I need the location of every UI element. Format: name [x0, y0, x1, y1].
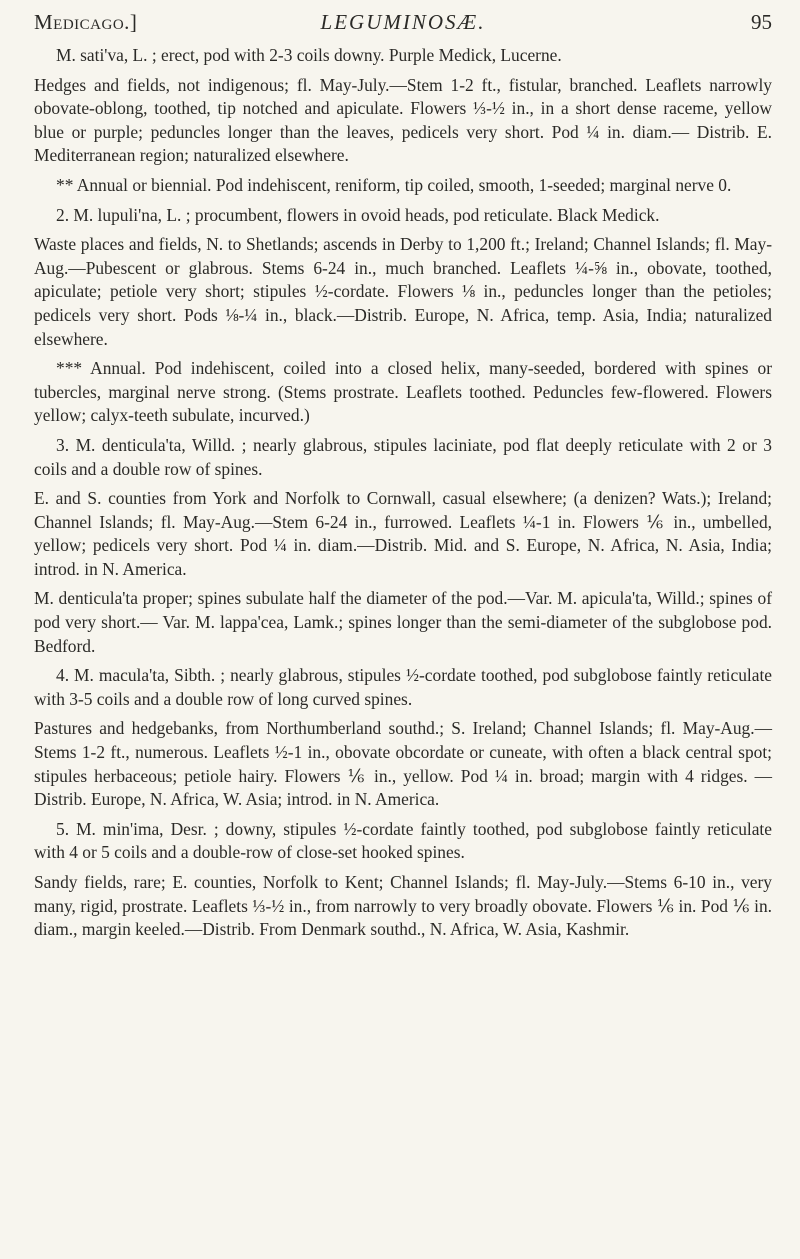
section-note-annual: *** Annual. Pod indehiscent, coiled into a closed helix, many-seeded, bordered with spines or tubercles, marginal nerve strong. (Stems prostrate. Leaflets toothed. Peduncles few-flowered. Flowers yellow; calyx-teeth subulate, incurved.) [34, 358, 772, 426]
page-number: 95 [751, 10, 772, 34]
species-heading-sativa: M. sati'va, L. ; erect, pod with 2-3 coils downy. Purple Medick, Lucerne. [56, 45, 562, 65]
species-heading-denticulata: 3. M. denticula'ta, Willd. ; nearly glabrous, stipules laciniate, pod flat deeply reticulate with 2 or 3 coils and a double row of spines. [34, 434, 772, 479]
running-head-genus: Medicago.] [34, 10, 138, 34]
species-description-sativa: Hedges and fields, not indigenous; fl. May-July.—Stem 1-2 ft., fistular, branched. Leaflets narrowly obovate-oblong, toothed, tip notched and apiculate. Flowers ⅓-½ in., in a short dense raceme, yellow blue or purple; peduncles longer than the leaves, pedicels very short. Pod ¼ in. diam.— Distrib. E. Mediterranean region; naturalized elsewhere. [34, 74, 772, 166]
species-description-lupulina: Waste places and fields, N. to Shetlands; ascends in Derby to 1,200 ft.; Ireland; Channel Islands; fl. May-Aug.—Pubescent or glabrous. Stems 6-24 in., much branched. Leaflets ¼-⅝ in., obovate, toothed, apiculate; petiole very short; stipules ½-cordate. Flowers ⅛ in., peduncles longer than the petioles; pedicels very short. Pods ⅛-¼ in., black.—Distrib. Europe, N. Africa, temp. Asia, India; naturalized elsewhere. [34, 234, 772, 349]
species-description-denticulata: E. and S. counties from York and Norfolk to Cornwall, casual elsewhere; (a denizen? Wats.); Ireland; Channel Islands; fl. May-Aug.—Stem 6-24 in., furrowed. Leaflets ¼-1 in. Flowers ⅙ in., umbelled, yellow; pedicels very short. Pod ¼ in. diam.—Distrib. Mid. and S. Europe, N. Africa, N. Asia, India; introd. in N. America. [34, 488, 772, 579]
species-description-minima: Sandy fields, rare; E. counties, Norfolk to Kent; Channel Islands; fl. May-July.—Stems 6-10 in., very many, rigid, prostrate. Leaflets ⅓-½ in., from narrowly to very broadly obovate. Flowers ⅙ in. Pod ⅙ in. diam., margin keeled.—Distrib. From Denmark southd., N. Africa, W. Asia, Kashmir. [34, 872, 772, 940]
species-heading-lupulina: 2. M. lupuli'na, L. ; procumbent, flowers in ovoid heads, pod reticulate. Black Medick. [56, 204, 660, 225]
varieties-denticulata: M. denticula'ta proper; spines subulate half the diameter of the pod.—Var. M. apicula'ta, Willd.; spines of pod very short.— Var. M. lappa'cea, Lamk.; spines longer than the semi-diameter of the subglobose pod. Bedford. [34, 588, 772, 656]
running-head-family: LEGUMINOSÆ. [320, 10, 486, 34]
species-description-maculata: Pastures and hedgebanks, from Northumberland southd.; S. Ireland; Channel Islands; fl. May-Aug.—Stems 1-2 ft., numerous. Leaflets ½-1 in., obovate obcordate or cuneate, with often a black central spot; stipules herbaceous; petiole hairy. Flowers ⅙ in., yellow. Pod ¼ in. broad; margin with 4 ridges. —Distrib. Europe, N. Africa, W. Asia; introd. in N. America. [34, 718, 772, 810]
species-heading-minima: 5. M. min'ima, Desr. ; downy, stipules ½-cordate faintly toothed, pod subglobose faintly reticulate with 4 or 5 coils and a double-row of close-set hooked spines. [34, 818, 772, 863]
running-head [34, 4, 772, 44]
section-note-annual-biennial: ** Annual or biennial. Pod indehiscent, reniform, tip coiled, smooth, 1-seeded; marginal nerve 0. [56, 174, 732, 195]
page [0, 4, 800, 1259]
species-heading-maculata: 4. M. macula'ta, Sibth. ; nearly glabrous, stipules ½-cordate toothed, pod subglobose faintly reticulate with 3-5 coils and a double row of long curved spines. [34, 665, 772, 709]
